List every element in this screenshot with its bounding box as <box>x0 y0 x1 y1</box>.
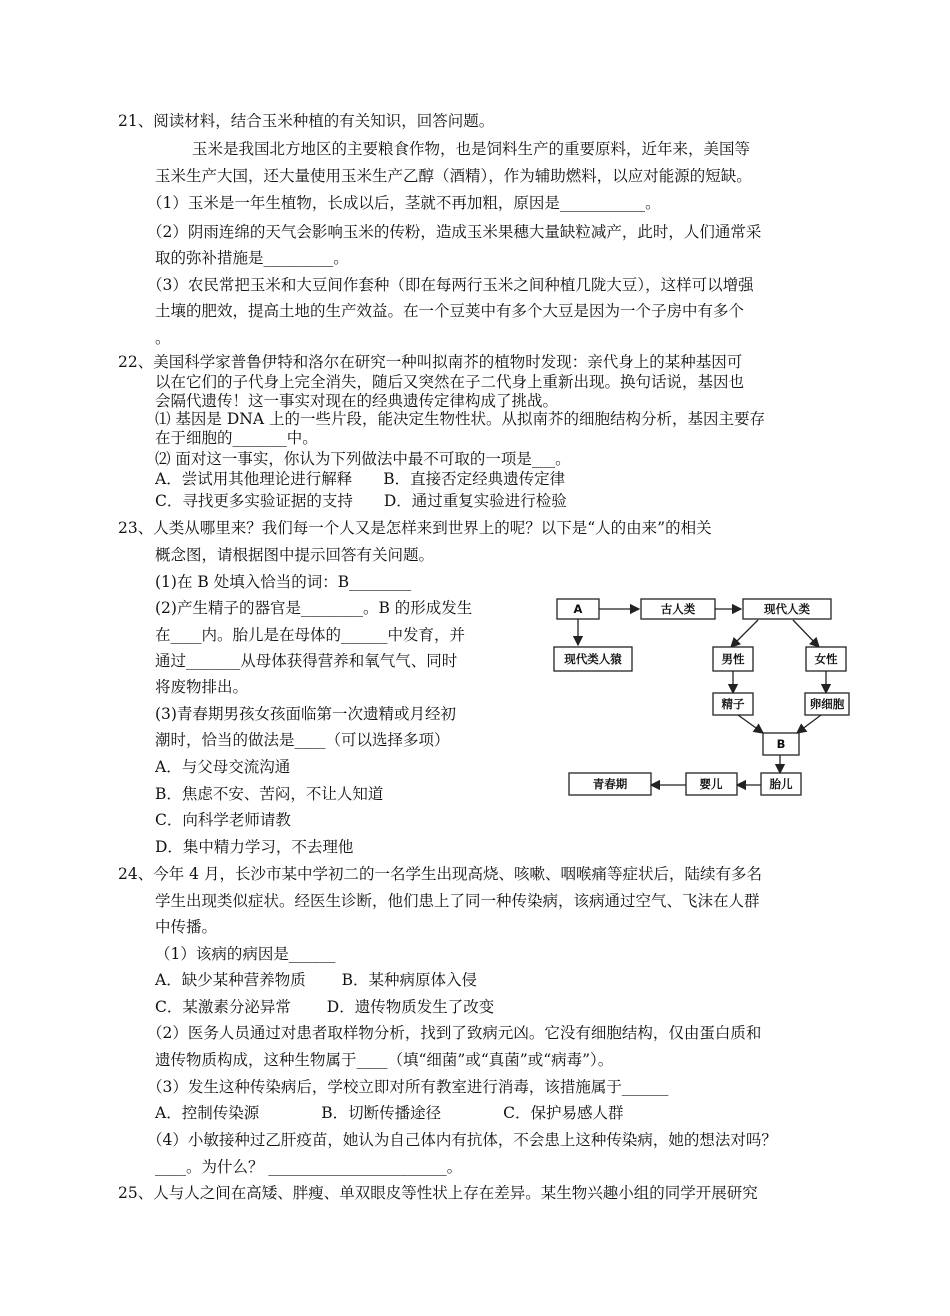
q24-stem-line-2: 学生出现类似症状。经医生诊断，他们患上了同一种传染病，该病通过空气、飞沫在人群 <box>155 892 760 910</box>
q21-subquestion-3-end: 。 <box>155 329 171 347</box>
q21-passage-line-1: 玉米是我国北方地区的主要粮食作物，也是饲料生产的重要原料，近年来，美国等 <box>192 140 751 158</box>
q23-option-b: B．焦虑不安、苦闷，不让人知道 <box>155 785 384 803</box>
diagram-label-modern-humans: 现代人类 <box>764 602 810 616</box>
q22-stem-line-3: 会隔代遗传！这一事实对现在的经典遗传定律构成了挑战。 <box>155 392 559 410</box>
q23-option-d: D．集中精力学习，不去理他 <box>155 838 354 856</box>
q24-stem-line-3: 中传播。 <box>155 918 218 936</box>
q23-option-a: A．与父母交流沟通 <box>155 758 291 776</box>
diagram-label-a: A <box>573 602 583 616</box>
q22-subquestion-2: ⑵ 面对这一事实，你认为下列做法中最不可取的一项是___。 <box>155 450 571 468</box>
q23-subquestion-2-cont-1: 在____内。胎儿是在母体的______中发育，并 <box>155 626 466 644</box>
diagram-label-puberty: 青春期 <box>592 777 628 791</box>
q21-subquestion-3-cont: 土壤的肥效，提高土地的生产效益。在一个豆荚中有多个大豆是因为一个子房中有多个 <box>155 302 745 320</box>
q22-stem-line-1: 22、美国科学家普鲁伊特和洛尔在研究一种叫拟南芥的植物时发现：亲代身上的某种基因可 <box>118 353 743 371</box>
q22-options-cd: C．寻找更多实验证据的支持 D．通过重复实验进行检验 <box>155 492 567 510</box>
q21-title: 21、阅读材料，结合玉米种植的有关知识，回答问题。 <box>118 112 495 130</box>
q23-option-c: C．向科学老师请教 <box>155 811 291 829</box>
q23-subquestion-2-cont-2: 通过_______从母体获得营养和氧气气、同时 <box>155 652 458 670</box>
q23-subquestion-1: (1)在 B 处填入恰当的词：B________ <box>155 573 412 591</box>
q22-stem-line-2: 以在它们的子代身上完全消失，随后又突然在子二代身上重新出现。换句话说，基因也 <box>155 373 745 391</box>
q21-passage-line-2: 玉米生产大国，还大量使用玉米生产乙醇（酒精），作为辅助燃料，以应对能源的短缺。 <box>155 167 752 185</box>
q21-subquestion-3: （3）农民常把玉米和大豆间作套种（即在每两行玉米之间种植几陇大豆），这样可以增强 <box>147 276 754 294</box>
q21-subquestion-2-cont: 取的弥补措施是_________。 <box>155 249 349 267</box>
diagram-label-fetus: 胎儿 <box>769 777 793 791</box>
q25-stem-line-1: 25、人与人之间在高矮、胖瘦、单双眼皮等性状上存在差异。某生物兴趣小组的同学开展研究 <box>118 1184 758 1202</box>
q24-stem-line-1: 24、今年 4 月，长沙市某中学初二的一名学生出现高烧、咳嗽、咽喉痛等症状后，陆续有多名 <box>118 865 762 883</box>
q23-subquestion-3-cont: 潮时，恰当的做法是____（可以选择多项） <box>155 731 450 749</box>
q24-subquestion-3-options: A．控制传染源 B．切断传播途径 C．保护易感人群 <box>155 1104 624 1122</box>
q22-subquestion-1: ⑴ 基因是 DNA 上的一些片段，能决定生物性状。从拟南芥的细胞结构分析，基因主要存 <box>155 410 765 428</box>
diagram-label-ancient-humans: 古人类 <box>660 602 696 616</box>
q21-subquestion-2: （2）阴雨连绵的天气会影响玉米的传粉，造成玉米果穗大量缺粒减产，此时，人们通常采 <box>147 223 762 241</box>
q23-subquestion-3: (3)青春期男孩女孩面临第一次遗精或月经初 <box>155 705 456 723</box>
q24-options-ab: A．缺少某种营养物质 B．某种病原体入侵 <box>155 971 478 989</box>
human-origin-concept-diagram <box>553 590 853 810</box>
diagram-label-b: B <box>776 737 786 751</box>
q22-options-ab: A．尝试用其他理论进行解释 B．直接否定经典遗传定律 <box>155 470 566 488</box>
q23-subquestion-2: (2)产生精子的器官是________。B 的形成发生 <box>155 599 473 617</box>
diagram-label-male: 男性 <box>721 652 745 666</box>
q24-subquestion-3: （3）发生这种传染病后，学校立即对所有教室进行消毒，该措施属于______ <box>147 1078 669 1096</box>
q22-subquestion-1-cont: 在于细胞的_______中。 <box>155 429 318 447</box>
diagram-label-sperm: 精子 <box>721 697 745 711</box>
q23-stem-line-1: 23、人类从哪里来？我们每一个人又是怎样来到世界上的呢？以下是“人的由来”的相关 <box>118 519 712 537</box>
q24-subquestion-2: （2）医务人员通过对患者取样物分析，找到了致病元凶。它没有细胞结构，仅由蛋白质和 <box>147 1024 762 1042</box>
q24-subquestion-1: （1）该病的病因是______ <box>155 945 336 963</box>
q24-subquestion-4-cont: ____。为什么？ _______________________。 <box>155 1158 463 1176</box>
diagram-label-modern-apes: 现代类人猿 <box>564 652 622 666</box>
q21-subquestion-1: （1）玉米是一年生植物，长成以后，茎就不再加粗，原因是___________。 <box>147 194 661 212</box>
q23-stem-line-2: 概念图，请根据图中提示回答有关问题。 <box>155 546 435 564</box>
q24-subquestion-2-cont: 遗传物质构成，这种生物属于____（填“细菌”或“真菌”或“病毒”）。 <box>155 1051 614 1069</box>
q23-subquestion-2-cont-3: 将废物排出。 <box>155 678 249 696</box>
diagram-label-infant: 婴儿 <box>699 777 723 791</box>
diagram-label-egg: 卵细胞 <box>809 697 845 711</box>
q24-subquestion-4: （4）小敏接种过乙肝疫苗，她认为自己体内有抗体，不会患上这种传染病，她的想法对吗？ <box>147 1131 777 1149</box>
diagram-label-female: 女性 <box>814 652 838 666</box>
q24-options-cd: C．某激素分泌异常 D．遗传物质发生了改变 <box>155 998 495 1016</box>
